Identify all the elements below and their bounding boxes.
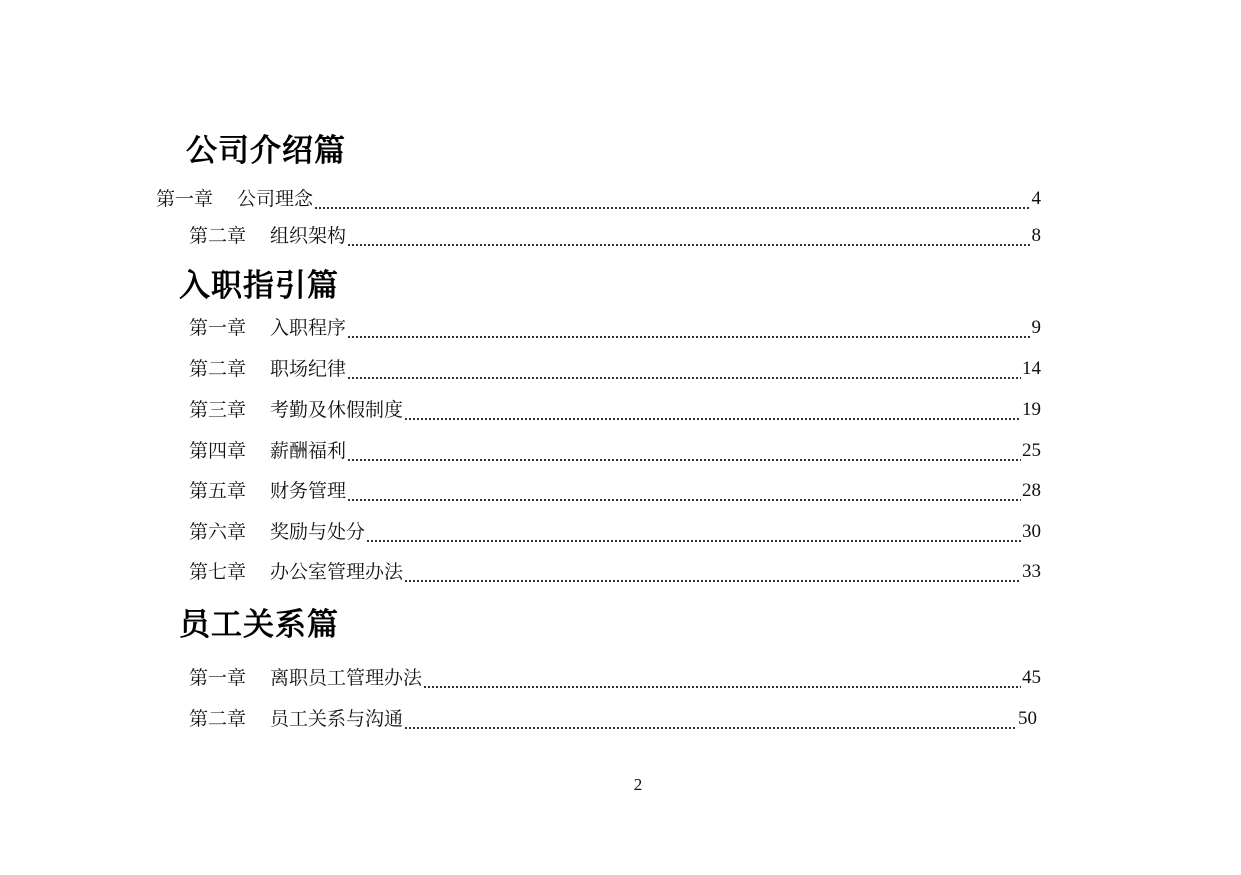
section-heading-employee-relations: 员工关系篇 (179, 607, 339, 643)
chapter-number: 第二章 (189, 358, 247, 380)
section-heading-onboarding: 入职指引篇 (179, 268, 339, 304)
toc-entry[interactable] (189, 222, 1041, 250)
chapter-title: 薪酬福利 (270, 440, 347, 462)
dot-leader (347, 437, 1021, 465)
dot-leader (347, 477, 1021, 505)
chapter-number: 第一章 (189, 667, 247, 689)
chapter-title: 职场纪律 (270, 358, 347, 380)
toc-entry[interactable] (189, 705, 1037, 733)
chapter-number: 第四章 (189, 440, 247, 462)
chapter-number: 第五章 (189, 480, 247, 502)
toc-entry[interactable] (189, 355, 1041, 383)
page-ref: 9 (1031, 317, 1041, 338)
chapter-title: 员工关系与沟通 (270, 708, 404, 730)
page-ref: 8 (1031, 225, 1041, 246)
dot-leader (347, 355, 1021, 383)
chapter-number: 第三章 (189, 399, 247, 421)
chapter-title: 财务管理 (270, 480, 347, 502)
chapter-number: 第七章 (189, 561, 247, 583)
dot-leader (404, 705, 1017, 733)
page-ref: 28 (1022, 480, 1041, 501)
toc-entry[interactable] (189, 664, 1041, 692)
chapter-title: 办公室管理办法 (270, 561, 404, 583)
page-ref: 33 (1022, 561, 1041, 582)
toc-entry[interactable] (189, 396, 1041, 424)
chapter-number: 第二章 (189, 225, 247, 247)
page-ref: 14 (1022, 358, 1041, 379)
chapter-number: 第二章 (189, 708, 247, 730)
dot-leader (404, 396, 1021, 424)
chapter-number: 第一章 (156, 188, 214, 210)
page-ref: 25 (1022, 440, 1041, 461)
chapter-title: 考勤及休假制度 (270, 399, 404, 421)
toc-entry[interactable] (156, 185, 1041, 213)
page-ref: 19 (1022, 399, 1041, 420)
chapter-number: 第一章 (189, 317, 247, 339)
chapter-title: 奖励与处分 (270, 521, 366, 543)
dot-leader (347, 314, 1030, 342)
chapter-title: 公司理念 (237, 188, 314, 210)
page-ref: 4 (1031, 188, 1041, 209)
page-number: 2 (633, 775, 643, 794)
dot-leader (347, 222, 1030, 250)
chapter-title: 组织架构 (270, 225, 347, 247)
toc-entry[interactable] (189, 518, 1041, 546)
chapter-number: 第六章 (189, 521, 247, 543)
dot-leader (404, 558, 1021, 586)
toc-entry[interactable] (189, 558, 1041, 586)
section-heading-company-intro: 公司介绍篇 (186, 133, 346, 169)
dot-leader (423, 664, 1021, 692)
page-ref: 30 (1022, 521, 1041, 542)
dot-leader (366, 518, 1021, 546)
toc-entry[interactable] (189, 314, 1041, 342)
chapter-title: 离职员工管理办法 (270, 667, 423, 689)
dot-leader (314, 185, 1030, 213)
toc-entry[interactable] (189, 437, 1041, 465)
chapter-title: 入职程序 (270, 317, 347, 339)
page-ref: 45 (1022, 667, 1041, 688)
toc-entry[interactable] (189, 477, 1041, 505)
page-ref: 50 (1018, 708, 1037, 729)
